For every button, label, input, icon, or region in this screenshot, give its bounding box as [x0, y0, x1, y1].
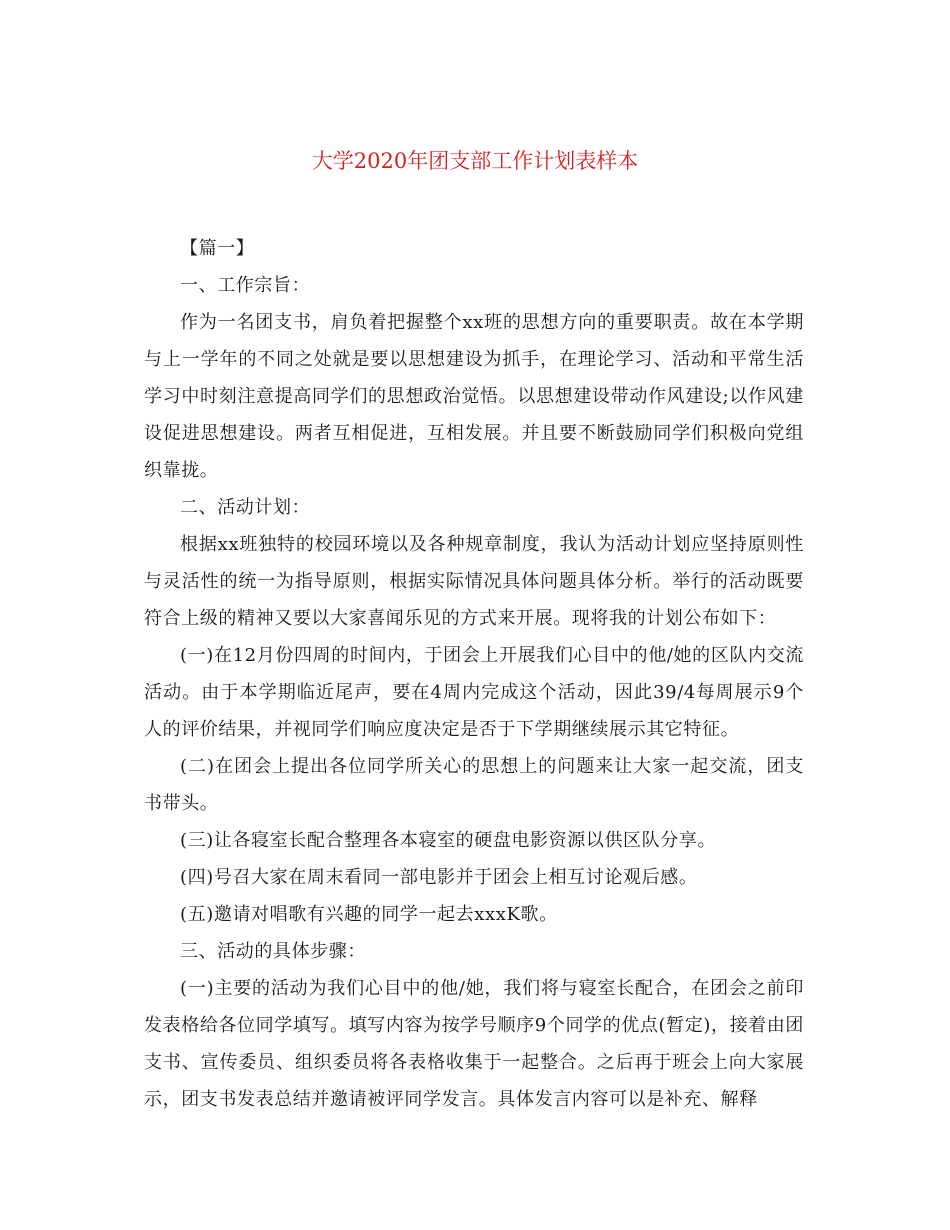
- section-marker: 【篇一】: [180, 238, 255, 259]
- step-item-1: (一)主要的活动为我们心目中的他/她，我们将与寝室长配合，在团会之前印发表格给各位同学填写。填写内容为按学号顺序9个同学的优点(暂定)，接着由团支书、宣传委员、组织委员将各表格收集于一起整合。之后再于班会上向大家展示，团支书发表总结并邀请被评同学发言。具体发言内容可以是补充、解释: [144, 978, 804, 1110]
- plan-item-5: (五)邀请对唱歌有兴趣的同学一起去xxxK歌。: [180, 904, 558, 925]
- plan-item-2: (二)在团会上提出各位同学所关心的思想上的问题来让大家一起交流，团支书带头。: [144, 756, 804, 814]
- heading-activity-plan: 二、活动计划：: [180, 497, 311, 518]
- plan-item-3: (三)让各寝室长配合整理各本寝室的硬盘电影资源以供区队分享。: [180, 830, 717, 851]
- plan-item-1: (一)在12月份四周的时间内，于团会上开展我们心目中的他/她的区队内交流活动。由于本学期临近尾声，要在4周内完成这个活动，因此39/4每周展示9个人的评价结果，并视同学们响应度决定是否于下学期继续展示其它特征。: [144, 645, 804, 740]
- heading-activity-steps: 三、活动的具体步骤：: [180, 941, 366, 962]
- paragraph-work-purpose: 作为一名团支书，肩负着把握整个xx班的思想方向的重要职责。故在本学期与上一学年的不同之处就是要以思想建设为抓手，在理论学习、活动和平常生活学习中时刻注意提高同学们的思想政治觉悟。以思想建设带动作风建设;以作风建设促进思想建设。两者互相促进，互相发展。并且要不断鼓励同学们积极向党组织靠拢。: [144, 312, 804, 481]
- document-body: [144, 230, 804, 1118]
- plan-item-4: (四)号召大家在周末看同一部电影并于团会上相互讨论观后感。: [180, 867, 698, 888]
- document-title: 大学2020年团支部工作计划表样本: [311, 149, 639, 173]
- heading-work-purpose: 一、工作宗旨：: [180, 275, 311, 296]
- paragraph-activity-plan: 根据xx班独特的校园环境以及各种规章制度，我认为活动计划应坚持原则性与灵活性的统一为指导原则，根据实际情况具体问题具体分析。举行的活动既要符合上级的精神又要以大家喜闻乐见的方式来开展。现将我的计划公布如下：: [144, 534, 804, 629]
